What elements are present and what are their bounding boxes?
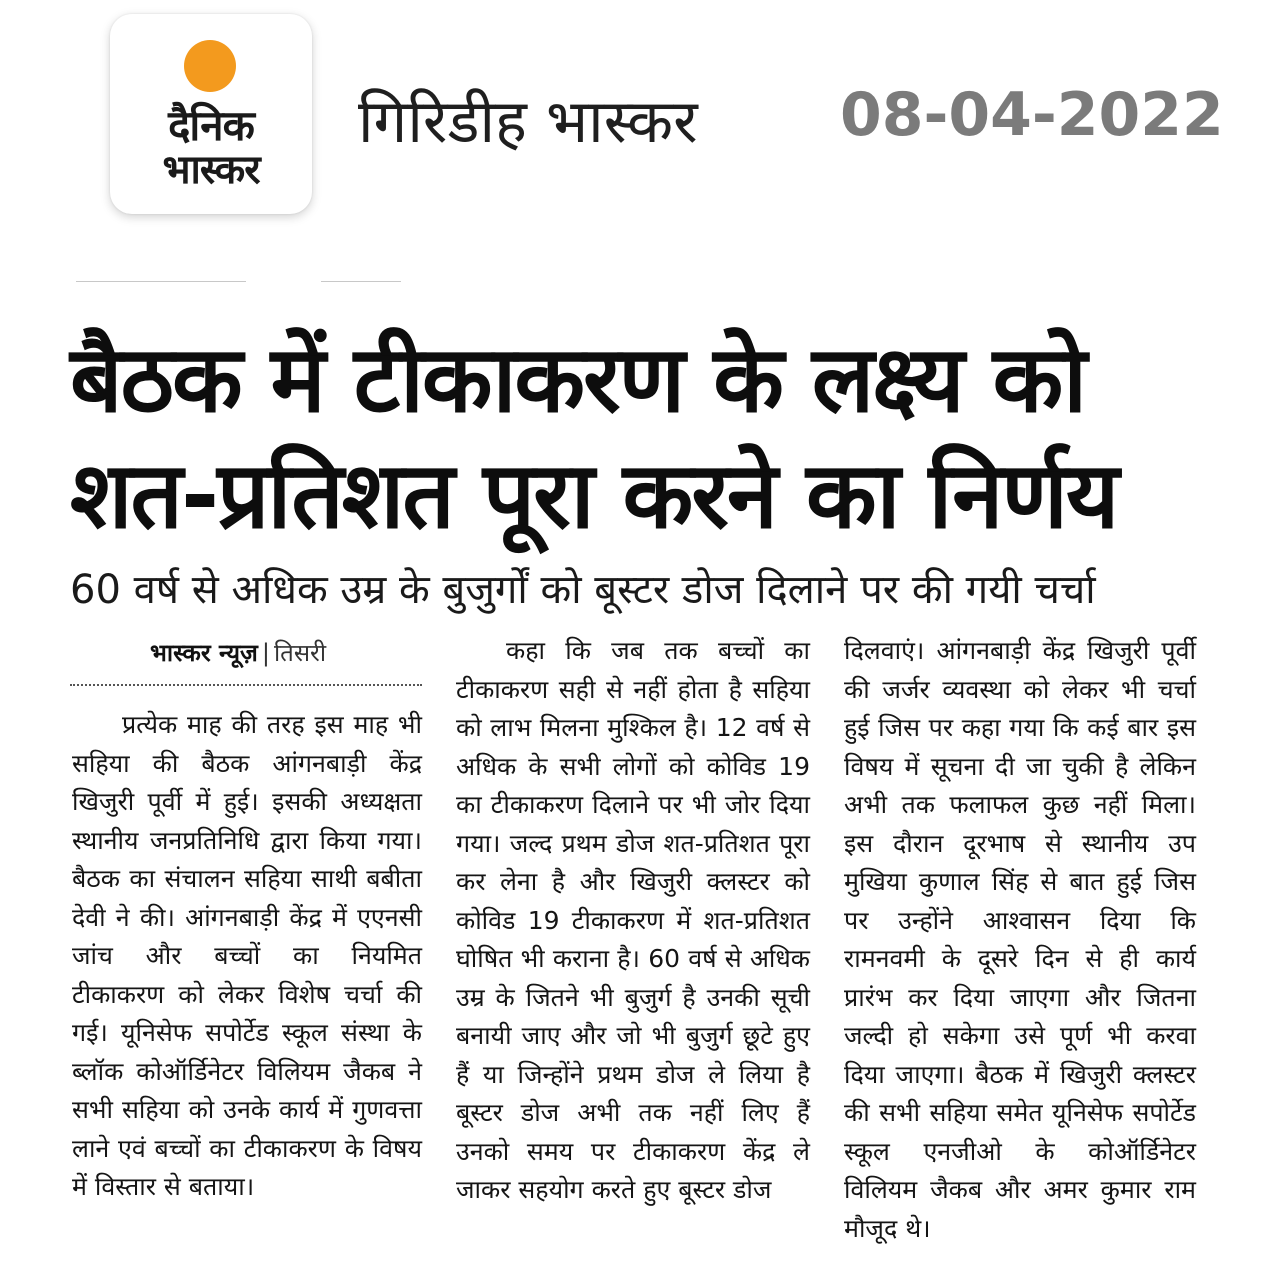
article-column-1: प्रत्येक माह की तरह इस माह भी सहिया की बैठक आंगनबाड़ी केंद्र खिजुरी पूर्वी में हुई। इसकी अध्यक्षता स्थानीय जनप्रतिनिधि द्वारा किया गया। बैठक का संचालन सहिया साथी बबीता देवी ने की। आंगनबाड़ी केंद्र में एएनसी जांच और बच्चों का नियमित टीकाकरण को लेकर विशेष चर्चा की गई। यूनिसेफ सपोर्टेड स्कूल संस्था के ब्लॉक कोऑर्डिनेटर विलियम जैकब ने सभी सहिया को उनके कार्य में गुणवत्ता लाने एवं बच्चों का टीकाकरण के विषय में विस्तार से बताया। bbox=[72, 710, 422, 1201]
byline-separator: | bbox=[261, 639, 270, 667]
sun-icon bbox=[184, 40, 236, 92]
article-column-3: दिलवाएं। आंगनबाड़ी केंद्र खिजुरी पूर्वी की जर्जर व्यवस्था को लेकर भी चर्चा हुई जिस पर कहा गया कि कई बार इस विषय में सूचना दी जा चुकी है लेकिन अभी तक फलाफल कुछ नहीं मिला। इस दौरान दूरभाष से स्थानीय उप मुखिया कुणाल सिंह से बात हुई जिस पर उन्होंने आश्वासन दिया कि रामनवमी के दूसरे दिन से ही कार्य प्रारंभ कर दिया जाएगा और जितना जल्दी हो सकेगा उसे पूर्ण भी करवा दिया जाएगा। बैठक में खिजुरी क्लस्टर की सभी सहिया समेत यूनिसेफ सपोर्टेड स्कूल एनजीओ के कोऑर्डिनेटर विलियम जैकब और अमर कुमार राम मौजूद थे। bbox=[844, 636, 1196, 1243]
edition-title: गिरिडीह भास्कर bbox=[358, 87, 698, 157]
byline-location: तिसरी bbox=[273, 639, 327, 667]
logo-text-line1: दैनिक bbox=[168, 101, 254, 150]
dainik-bhaskar-logo bbox=[110, 14, 312, 214]
publication-date: 08-04-2022 bbox=[840, 80, 1224, 150]
byline bbox=[150, 636, 326, 670]
article-headline: बैठक में टीकाकरण के लक्ष्य को शत-प्रतिशत पूरा करने का निर्णय bbox=[70, 326, 1118, 549]
article-subheadline: 60 वर्ष से अधिक उम्र के बुजुर्गों को बूस्टर डोज दिलाने पर की गयी चर्चा bbox=[70, 567, 1096, 613]
header-bar bbox=[0, 0, 1280, 250]
clipping-top-edge bbox=[66, 270, 1196, 282]
byline-divider bbox=[70, 684, 422, 686]
logo-text-line2: भास्कर bbox=[162, 147, 260, 193]
article-column-2: कहा कि जब तक बच्चों का टीकाकरण सही से नहीं होता है सहिया को लाभ मिलना मुश्किल है। 12 वर्ष से अधिक के सभी लोगों को कोविड 19 का टीकाकरण दिलाने पर भी जोर दिया गया। जल्द प्रथम डोज शत-प्रतिशत पूरा कर लेना है और खिजुरी क्लस्टर को कोविड 19 टीकाकरण में शत-प्रतिशत घोषित भी कराना है। 60 वर्ष से अधिक उम्र के जितने भी बुजुर्ग है उनकी सूची बनायी जाए और जो भी बुजुर्ग छूटे हुए हैं या जिन्होंने प्रथम डोज ले लिया है बूस्टर डोज अभी तक नहीं लिए हैं उनको समय पर टीकाकरण केंद्र ले जाकर सहयोग करते हुए बूस्टर डोज bbox=[456, 636, 810, 1204]
byline-source: भास्कर न्यूज़ bbox=[150, 639, 258, 667]
